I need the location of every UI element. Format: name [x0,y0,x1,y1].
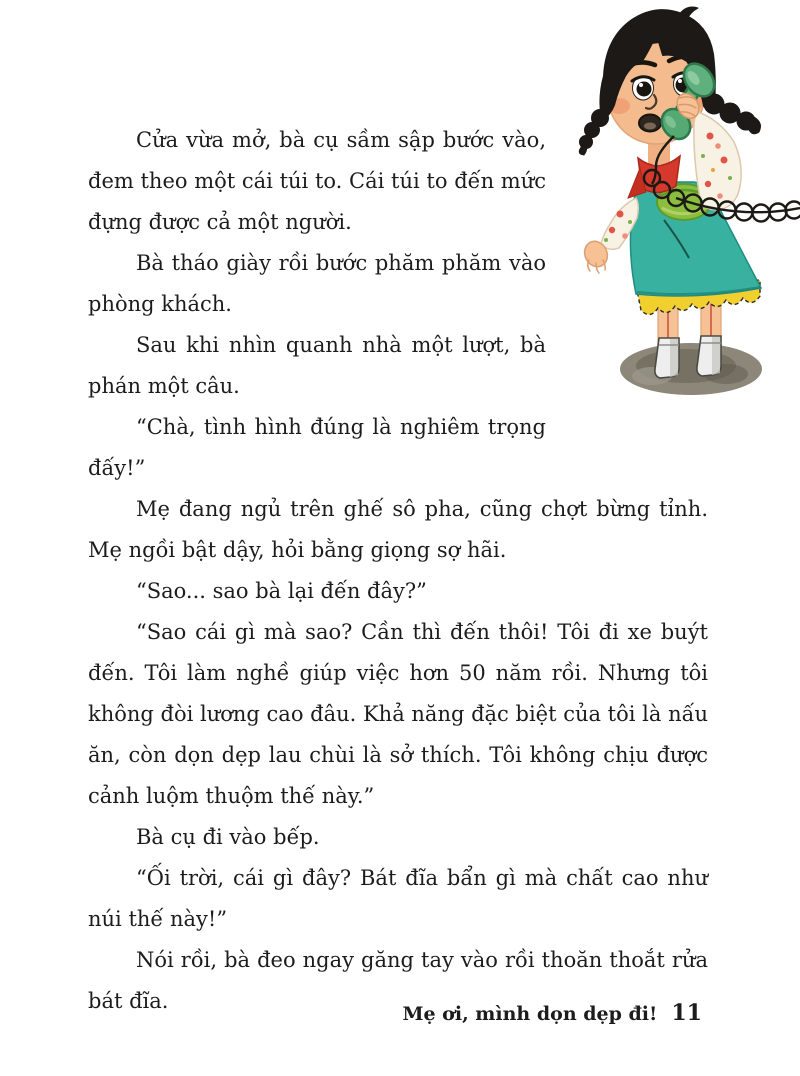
left-arm [581,198,639,273]
mouth [639,115,661,132]
book-title: Mẹ ơi, mình dọn dẹp đi! [402,1003,658,1025]
story-text [88,120,708,1022]
right-arm [694,112,741,210]
page-footer [88,1000,702,1026]
story-paragraph: “Chà, tình hình đúng là nghiêm trọng đấy!” [88,415,546,480]
story-paragraph: Bà tháo giày rồi bước phăm phăm vào phòng khách. [88,251,546,316]
story-paragraph: “Ối trời, cái gì đây? Bát đĩa bẩn gì mà chất cao như núi thế này!” [88,866,708,931]
dress [630,182,761,296]
illustration [546,120,708,446]
story-paragraph: Cửa vừa mở, bà cụ sầm sập bước vào, đem theo một cái túi to. Cái túi to đến mức đựng được cả một người. [88,128,546,234]
girl-on-phone-illustration [548,8,798,408]
story-paragraph: “Sao... sao bà lại đến đây?” [136,579,427,603]
story-paragraph: “Sao cái gì mà sao? Cần thì đến thôi! Tôi đi xe buýt đến. Tôi làm nghề giúp việc hơn 50 năm rồi. Nhưng tôi không đòi lương cao đâu. Khả năng đặc biệt của tôi là nấu ăn, còn dọn dẹp lau chùi là sở thích. Tôi không chịu được cảnh luộm thuộm thế này.” [88,620,708,808]
ground-shadow [620,343,762,395]
page-number: 11 [671,1000,702,1026]
story-paragraph: Sau khi nhìn quanh nhà một lượt, bà phán một câu. [88,333,546,398]
story-paragraph: Bà cụ đi vào bếp. [136,825,320,849]
story-paragraph: Mẹ đang ngủ trên ghế sô pha, cũng chợt bừng tỉnh. Mẹ ngồi bật dậy, hỏi bằng giọng sợ hãi. [88,497,708,562]
braid-left [579,110,608,156]
story-paragraph: Nói rồi, bà đeo ngay găng tay vào rồi thoăn thoắt rửa bát đĩa. [88,948,708,1013]
